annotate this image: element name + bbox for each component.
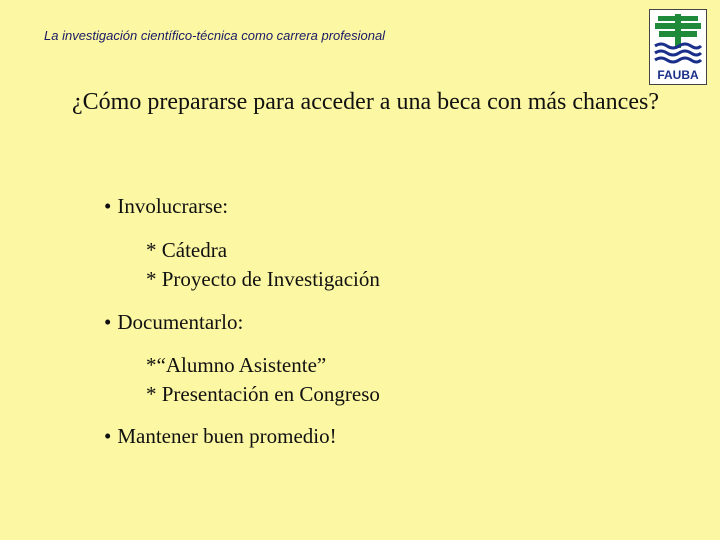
sub-item: * Presentación en Congreso (146, 382, 380, 406)
bullet-label: Involucrarse: (117, 194, 229, 218)
sub-item: * Proyecto de Investigación (146, 267, 380, 291)
sub-item: * Cátedra (146, 238, 228, 262)
bullet-marker: • (104, 424, 112, 448)
bullet-marker: • (104, 310, 112, 334)
slide-header: La investigación científico-técnica como carrera profesional (44, 28, 386, 43)
sub-item: *“Alumno Asistente” (146, 353, 327, 377)
bullet-item (104, 424, 337, 449)
slide-title: ¿Cómo prepararse para acceder a una beca con más chances? (72, 89, 659, 115)
fauba-logo-icon (650, 10, 706, 68)
bullet-marker: • (104, 194, 112, 218)
bullet-item (104, 194, 228, 219)
logo-label: FAUBA (657, 68, 699, 82)
fauba-logo (649, 9, 707, 85)
bullet-label: Documentarlo: (117, 310, 244, 334)
bullet-label: Mantener buen promedio! (117, 424, 337, 448)
bullet-item (104, 310, 243, 335)
